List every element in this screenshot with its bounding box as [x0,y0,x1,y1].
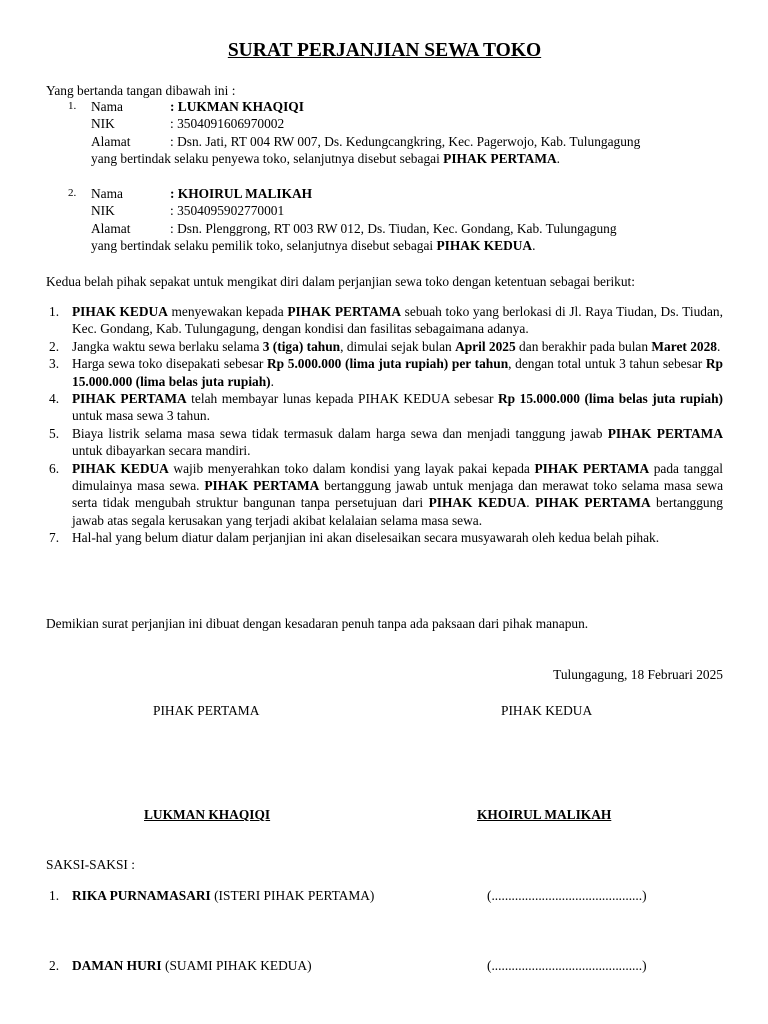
witnesses-heading: SAKSI-SAKSI : [46,857,135,872]
witness-signature-line: (.............................................) [487,888,647,903]
address-value: : Dsn. Plenggrong, RT 003 RW 012, Ds. Tiudan, Kec. Gondang, Kab. Tulungagung [170,220,617,236]
document-title: SURAT PERJANJIAN SEWA TOKO [227,40,542,61]
role-name: PIHAK PERTAMA [443,151,557,167]
address-value: : Dsn. Jati, RT 004 RW 007, Ds. Kedungcangkring, Kec. Pagerwojo, Kab. Tulungagung [170,133,641,149]
signature-name-right: KHOIRUL MALIKAH [477,807,612,822]
document-page [46,0,723,1024]
nik-label: NIK [91,116,115,132]
address-label: Alamat [91,220,131,236]
closing-text: Demikian surat perjanjian ini dibuat dengan kesadaran penuh tanpa ada paksaan dari pihak manapun. [46,616,589,631]
name-value: : LUKMAN KHAQIQI [170,99,304,114]
term-item-1: 1. PIHAK KEDUA menyewakan kepada PIHAK PERTAMA sebuah toko yang berlokasi di Jl. Raya Tiudan, Ds. Tiudan, Kec. Gondang, Kab. Tulungagung, dengan kondisi dan fasilitas sebagaimana adanya. [49,304,723,337]
place-date: Tulungagung, 18 Februari 2025 [553,667,723,682]
intro-text: Yang bertanda tangan dibawah ini : [46,83,236,98]
witness-name: RIKA PURNAMASARI (ISTERI PIHAK PERTAMA) [72,888,375,903]
address-label: Alamat [91,133,131,149]
witness-name: DAMAN HURI (SUAMI PIHAK KEDUA) [72,958,312,973]
role-name: PIHAK KEDUA [436,238,533,254]
party-block-1 [46,98,723,168]
signature-label-right: PIHAK KEDUA [501,703,593,718]
agreement-intro: Kedua belah pihak sepakat untuk mengikat diri dalam perjanjian sewa toko dengan ketentuan sebagai berikut: [46,274,635,289]
role-text: yang bertindak selaku penyewa toko, selanjutnya disebut sebagai PIHAK PERTAMA. [91,151,560,167]
term-item-6: 6. PIHAK KEDUA wajib menyerahkan toko dalam kondisi yang layak pakai kepada PIHAK PERTAMA pada tanggal dimulainya masa sewa. PIHAK PERTAMA bertanggung jawab untuk menjaga dan merawat toko selama masa sewa serta tidak mengubah struktur bangunan tanpa persetujuan dari PIHAK KEDUA. PIHAK PERTAMA bertanggung jawab atas segala kerusakan yang terjadi akibat kelalaian selama masa sewa. [49,460,724,528]
party-number: 2. [68,187,77,199]
name-value: : KHOIRUL MALIKAH [170,186,313,201]
signature-name-left: LUKMAN KHAQIQI [144,807,271,822]
term-item-7: 7. Hal-hal yang belum diatur dalam perjanjian ini akan diselesaikan secara musyawarah oleh kedua belah pihak. [49,530,660,546]
party-number: 1. [68,100,77,112]
witness-signature-line: (.............................................) [487,958,647,973]
terms-list [46,303,723,547]
name-label: Nama [91,99,123,114]
role-text: yang bertindak selaku pemilik toko, selanjutnya disebut sebagai PIHAK KEDUA. [91,238,536,254]
signature-label-left: PIHAK PERTAMA [153,703,260,718]
term-item-5: 5. Biaya listrik selama masa sewa tidak termasuk dalam harga sewa dan menjadi tanggung jawab PIHAK PERTAMA untuk dibayarkan secara mandiri. [49,425,723,459]
nik-label: NIK [91,203,115,219]
nik-value: : 3504095902770001 [170,203,285,219]
term-item-4: 4. PIHAK PERTAMA telah membayar lunas kepada PIHAK KEDUA sebesar Rp 15.000.000 (lima belas juta rupiah) untuk masa sewa 3 tahun. [49,391,723,424]
name-label: Nama [91,186,123,201]
term-item-2: 2. Jangka waktu sewa berlaku selama 3 (tiga) tahun, dimulai sejak bulan April 2025 dan berakhir pada bulan Maret 2028. [49,338,721,354]
nik-value: : 3504091606970002 [170,116,285,132]
witness-row-1: 1. RIKA PURNAMASARI (ISTERI PIHAK PERTAMA) (.............................................) [49,888,647,903]
term-item-3: 3. Harga sewa toko disepakati sebesar Rp 5.000.000 (lima juta rupiah) per tahun, dengan total untuk 3 tahun sebesar Rp 15.000.000 (lima belas juta rupiah). [49,356,724,389]
party-block-2 [46,185,723,255]
witness-row-2: 2. DAMAN HURI (SUAMI PIHAK KEDUA) (.............................................) [49,958,647,973]
